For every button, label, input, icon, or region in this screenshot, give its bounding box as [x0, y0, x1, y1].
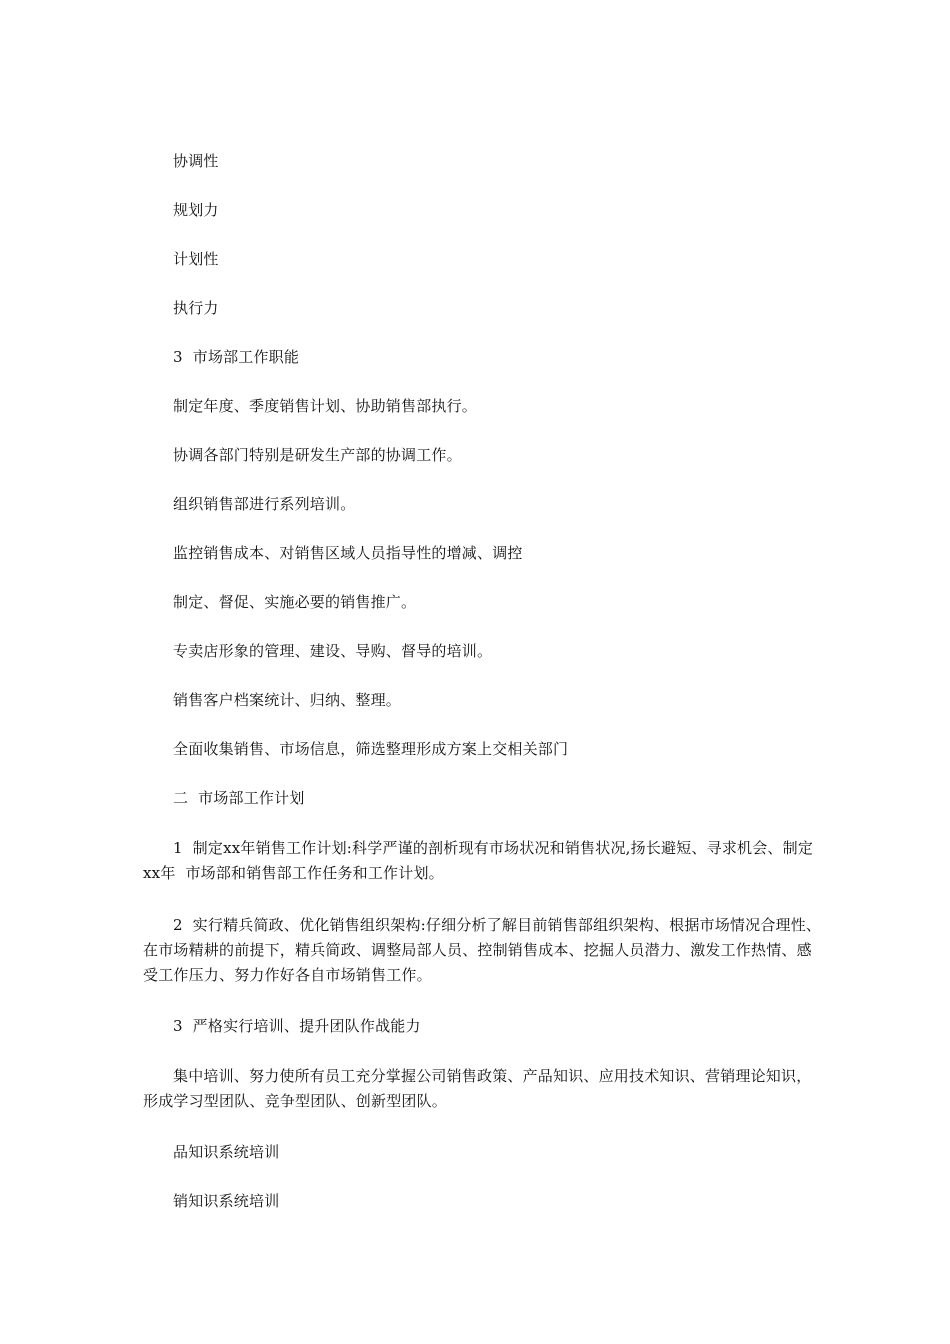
paragraph-17: 3 严格实行培训、提升团队作战能力 — [173, 1017, 421, 1035]
paragraph-4: 执行力 — [173, 299, 219, 317]
paragraph-2: 规划力 — [173, 201, 219, 219]
paragraph-20: 销知识系统培训 — [173, 1192, 280, 1210]
paragraph-12: 销售客户档案统计、归纳、整理。 — [173, 691, 402, 709]
paragraph-15: 1 制定xx年销售工作计划:科学严谨的剖析现有市场状况和销售状况,扬长避短、寻求机会、制定xx年 市场部和销售部工作任务和工作计划。 — [143, 839, 814, 882]
paragraph-6: 制定年度、季度销售计划、协助销售部执行。 — [173, 397, 478, 415]
paragraph-19: 品知识系统培训 — [173, 1143, 280, 1161]
paragraph-9: 监控销售成本、对销售区域人员指导性的增减、调控 — [173, 544, 523, 562]
paragraph-1: 协调性 — [173, 152, 219, 170]
section-heading-market-plan: 二 市场部工作计划 — [173, 789, 305, 807]
paragraph-3: 计划性 — [173, 250, 219, 268]
paragraph-13: 全面收集销售、市场信息，筛选整理形成方案上交相关部门 — [173, 740, 569, 758]
paragraph-11: 专卖店形象的管理、建设、导购、督导的培训。 — [173, 642, 493, 660]
paragraph-10: 制定、督促、实施必要的销售推广。 — [173, 593, 417, 611]
paragraph-16: 2 实行精兵简政、优化销售组织架构:仔细分析了解目前销售部组织架构、根据市场情况合理性、在市场精耕的前提下，精兵简政、调整局部人员、控制销售成本、挖掘人员潜力、激发工作热情、感受工作压力、努力作好各自市场销售工作。 — [143, 916, 822, 984]
paragraph-7: 协调各部门特别是研发生产部的协调工作。 — [173, 446, 462, 464]
section-heading-market-functions: 3 市场部工作职能 — [173, 348, 300, 366]
document-body — [143, 150, 823, 1239]
paragraph-8: 组织销售部进行系列培训。 — [173, 495, 356, 513]
paragraph-18: 集中培训、努力使所有员工充分掌握公司销售政策、产品知识、应用技术知识、营销理论知识，形成学习型团队、竞争型团队、创新型团队。 — [143, 1067, 812, 1110]
